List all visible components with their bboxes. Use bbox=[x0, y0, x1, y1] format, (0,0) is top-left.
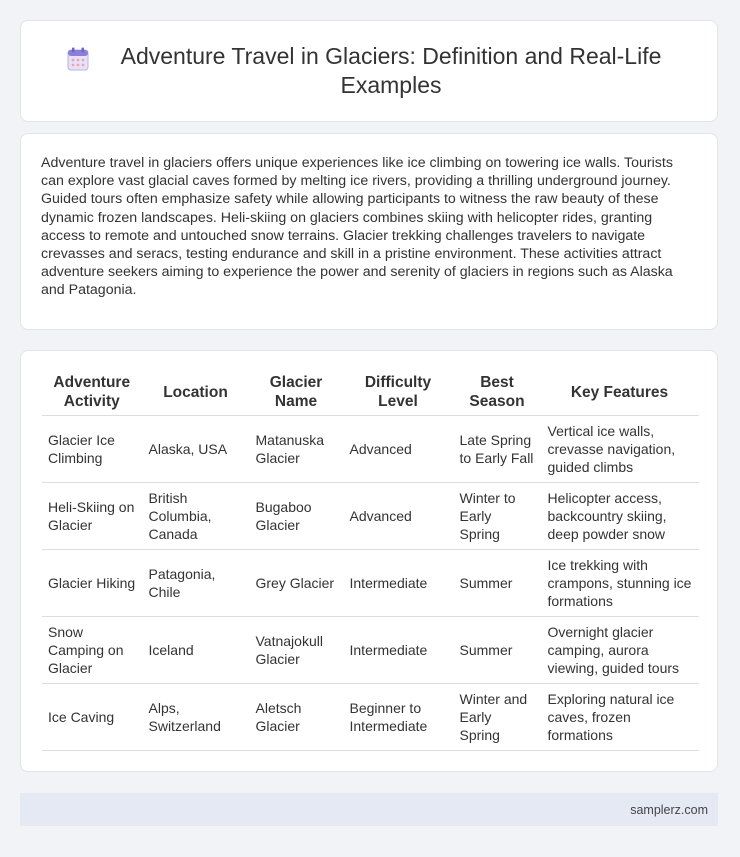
table-cell: Summer bbox=[453, 550, 541, 617]
table-cell: Matanuska Glacier bbox=[249, 416, 343, 483]
intro-paragraph: Adventure travel in glaciers offers unique experiences like ice climbing on towering ice walls. Tourists can explore vast glacial caves formed by melting ice rivers, providing a thrilling underground journey. Guided tours often emphasize safety while allowing participants to witness the raw beauty of these dynamic frozen landscapes. Heli-skiing on glaciers combines skiing with helicopter rides, granting access to remote and untouched snow terrains. Glacier trekking challenges travelers to navigate crevasses and seracs, testing endurance and skill in a pristine environment. These activities attract adventure seekers aiming to experience the power and serenity of glaciers in regions such as Alaska and Patagonia. bbox=[41, 155, 673, 299]
table-row bbox=[42, 550, 698, 617]
table-cell: Winter to Early Spring bbox=[453, 483, 541, 550]
table-cell: Overnight glacier camping, aurora viewing, guided tours bbox=[541, 617, 698, 684]
table-cell: Aletsch Glacier bbox=[249, 684, 343, 751]
table-cell: Alps, Switzerland bbox=[142, 684, 249, 751]
table-cell: Intermediate bbox=[343, 617, 453, 684]
table-cell: Ice Caving bbox=[42, 684, 142, 751]
table-cell: British Columbia, Canada bbox=[142, 483, 249, 550]
table-cell: Grey Glacier bbox=[249, 550, 343, 617]
table-cell: Beginner to Intermediate bbox=[343, 684, 453, 751]
header-cell: Best Season bbox=[453, 369, 541, 416]
table-cell: Bugaboo Glacier bbox=[249, 483, 343, 550]
activities-table bbox=[42, 369, 699, 751]
calendar-icon bbox=[67, 47, 89, 71]
table-cell: Late Spring to Early Fall bbox=[453, 416, 541, 483]
page-title: Adventure Travel in Glaciers: Definition and Real-Life Examples bbox=[120, 43, 662, 98]
table-cell: Ice trekking with crampons, stunning ice formations bbox=[541, 550, 698, 617]
header-cell: Location bbox=[142, 369, 249, 416]
intro-card bbox=[20, 133, 718, 330]
header-cell: Difficulty Level bbox=[343, 369, 453, 416]
title-card bbox=[20, 20, 718, 122]
table-cell: Vertical ice walls, crevasse navigation, guided climbs bbox=[541, 416, 698, 483]
table-row bbox=[42, 416, 698, 483]
table-cell: Helicopter access, backcountry skiing, deep powder snow bbox=[541, 483, 698, 550]
table-cell: Heli-Skiing on Glacier bbox=[42, 483, 142, 550]
table-row bbox=[42, 617, 698, 684]
table-cell: Advanced bbox=[343, 416, 453, 483]
table-cell: Intermediate bbox=[343, 550, 453, 617]
table-cell: Summer bbox=[453, 617, 541, 684]
table-cell: Glacier Hiking bbox=[42, 550, 142, 617]
header-cell: Adventure Activity bbox=[42, 369, 142, 416]
table-cell: Advanced bbox=[343, 483, 453, 550]
table-row bbox=[42, 483, 698, 550]
table-cell: Exploring natural ice caves, frozen formations bbox=[541, 684, 698, 751]
table-card bbox=[20, 350, 718, 772]
header-cell: Key Features bbox=[541, 369, 698, 416]
table-cell: Snow Camping on Glacier bbox=[42, 617, 142, 684]
table-cell: Iceland bbox=[142, 617, 249, 684]
footer bbox=[20, 793, 718, 826]
table-cell: Patagonia, Chile bbox=[142, 550, 249, 617]
table-cell: Vatnajokull Glacier bbox=[249, 617, 343, 684]
table-row bbox=[42, 684, 698, 751]
table-cell: Glacier Ice Climbing bbox=[42, 416, 142, 483]
footer-source-link[interactable]: samplerz.com bbox=[630, 802, 708, 817]
table-header-row bbox=[42, 369, 698, 416]
header-cell: Glacier Name bbox=[249, 369, 343, 416]
table-cell: Winter and Early Spring bbox=[453, 684, 541, 751]
table-cell: Alaska, USA bbox=[142, 416, 249, 483]
